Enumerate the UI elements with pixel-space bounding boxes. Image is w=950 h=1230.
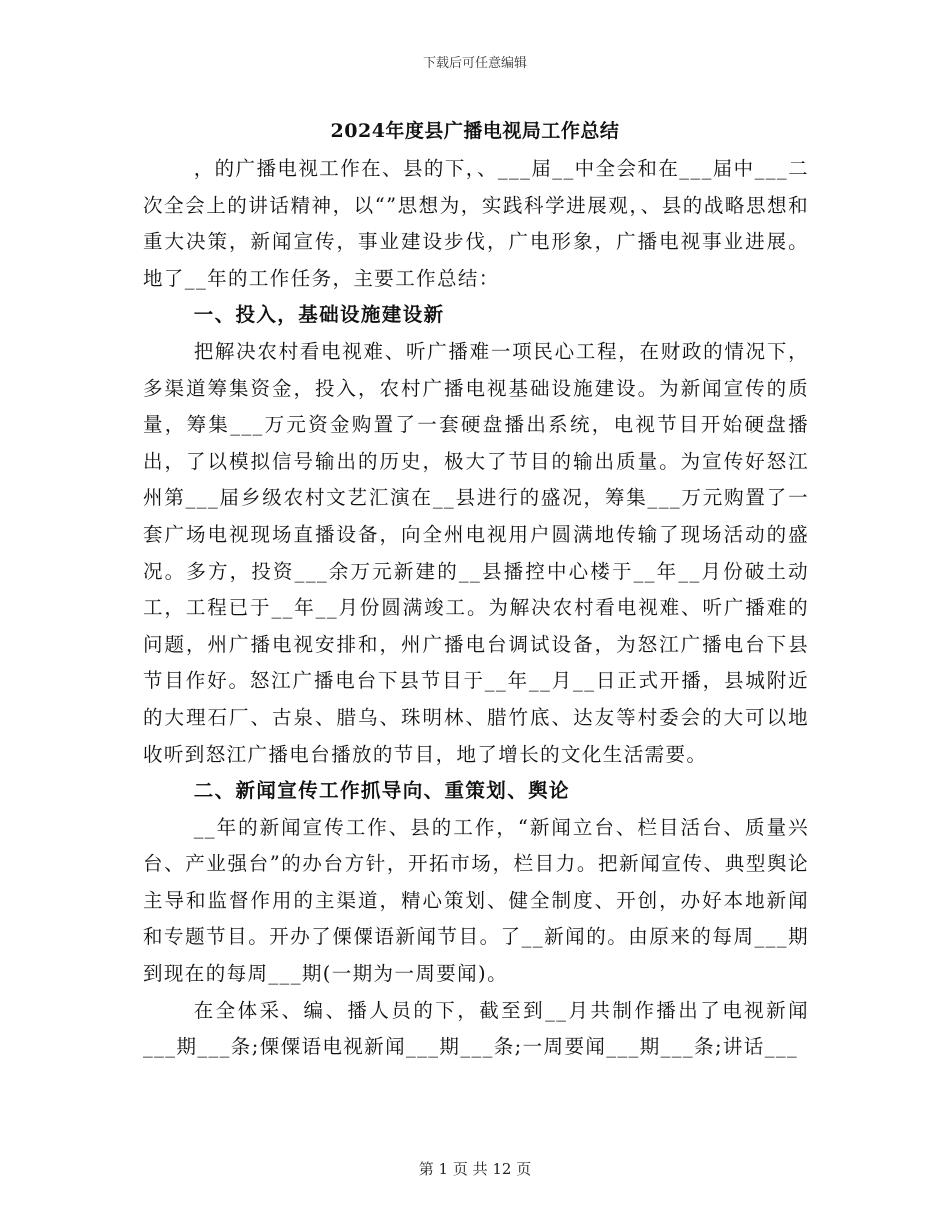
document-title: 2024年度县广播电视局工作总结 [330,120,620,142]
intro-paragraph: ，的广播电视工作在、县的下，、___届__中全会和在___届中___二次全会上的讲话精神，以“”思想为，实践科学进展观，、县的战略思想和重大决策，新闻宣传，事业建设步伐，广电形象，广播电视事业进展。地了__年的工作任务，主要工作总结： [143,157,809,290]
section-heading-1: 一、投入，基础设施建设新 [193,303,445,327]
document-body [143,151,809,1066]
section-1-paragraph: 把解决农村看电视难、听广播难一项民心工程，在财政的情况下，多渠道筹集资金，投入，农村广播电视基础设施建设。为新闻宣传的质量，筹集___万元资金购置了一套硬盘播出系统，电视节目开始硬盘播出，了以模拟信号输出的历史，极大了节目的输出质量。为宣传好怒江州第___届乡级农村文艺汇演在__县进行的盛况，筹集___万元购置了一套广场电视现场直播设备，向全州电视用户圆满地传输了现场活动的盛况。多方，投资___余万元新建的__县播控中心楼于__年__月份破土动工，工程已于__年__月份圆满竣工。为解决农村看电视难、听广播难的问题，州广播电视安排和，州广播电台调试设备，为怒江广播电台下县节目作好。怒江广播电台下县节目于__年__月__日正式开播，县城附近的大理石厂、古泉、腊乌、珠明林、腊竹底、达友等村委会的大可以地收听到怒江广播电台播放的节目，地了增长的文化生活需要。 [143,339,809,766]
section-heading-2: 二、新闻宣传工作抓导向、重策划、舆论 [193,779,570,803]
section-2-paragraph-1: __年的新闻宣传工作、县的工作，“新闻立台、栏目活台、质量兴台、产业强台”的办台方针，开拓市场，栏目力。把新闻宣传、典型舆论主导和监督作用的主渠道，精心策划、健全制度、开创，办好本地新闻和专题节目。开办了傈僳语新闻节目。了__新闻的。由原来的每周___期到现在的每周___期(一期为一周要闻)。 [143,815,809,986]
section-2-paragraph-2: 在全体采、编、播人员的下，截至到__月共制作播出了电视新闻___期___条;傈僳语电视新闻___期___条;一周要闻___期___条;讲话___ [143,998,809,1059]
header-note: 下载后可任意编辑 [422,56,527,71]
page-number-footer: 第 1 页 共 12 页 [418,1160,532,1178]
